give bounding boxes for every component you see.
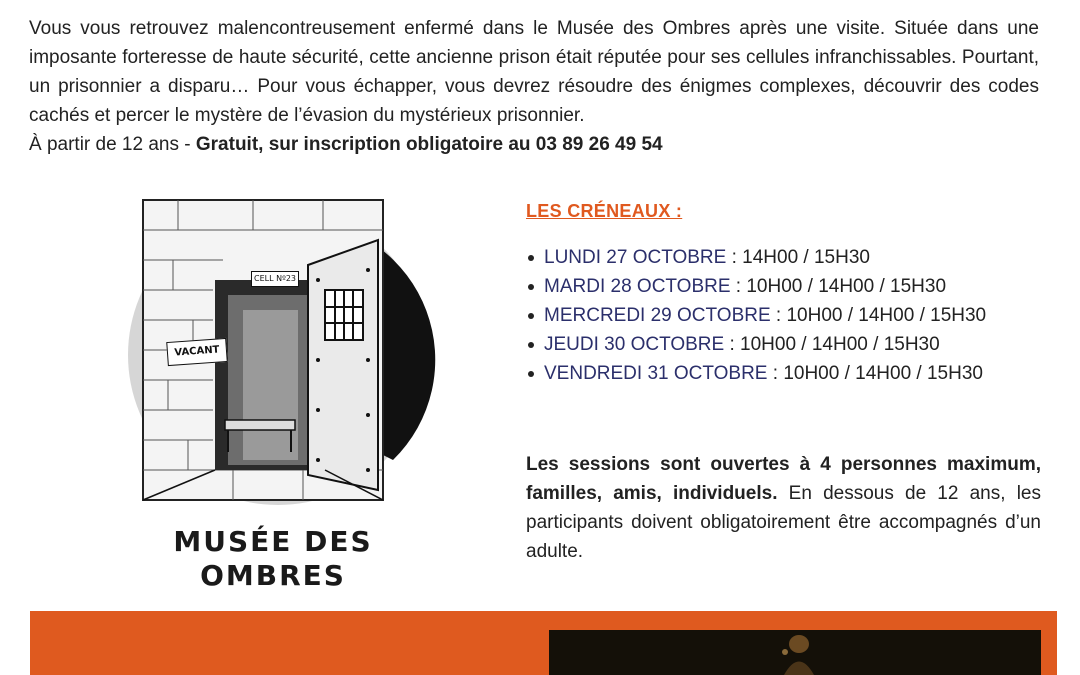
slot-day: MARDI 28 OCTOBRE xyxy=(544,276,731,297)
slot-day: MERCREDI 29 OCTOBRE xyxy=(544,305,771,326)
sessions-normal-text: En dessous de 12 ans, les participants doivent obligatoirement être accompagnés d’un adulte. xyxy=(526,483,1041,562)
event-photo xyxy=(549,630,1041,675)
intro-age-line xyxy=(29,130,1039,159)
slot-day: LUNDI 27 OCTOBRE xyxy=(544,247,732,268)
list-item xyxy=(526,243,986,272)
slot-times: : 10H00 / 14H00 / 15H30 xyxy=(724,334,940,355)
age-text: À partir de 12 ans - xyxy=(29,134,196,155)
photo-figure xyxy=(549,630,1041,675)
list-item xyxy=(526,359,986,388)
musee-des-ombres-logo xyxy=(103,190,443,600)
list-item xyxy=(526,301,986,330)
slot-times: : 14H00 / 15H30 xyxy=(731,247,870,268)
vacant-sign: VACANT xyxy=(166,338,228,366)
sessions-info xyxy=(526,450,1041,566)
intro-paragraph: Vous vous retrouvez malencontreusement enfermé dans le Musée des Ombres après une visite. Située dans une imposante forteresse de haute sécurité, cette ancienne prison était réputée pour ses cellules infranchissables. Pourtant, un prisonnier a disparu… Pour vous échapper, vous devrez résoudre des énigmes complexes, découvrir des codes cachés et percer le mystère de l’évasion du mystérieux prisonnier. xyxy=(29,18,1039,126)
intro-text xyxy=(29,14,1039,159)
slot-times: : 10H00 / 14H00 / 15H30 xyxy=(770,305,987,326)
logo-title-line2: OMBRES xyxy=(200,559,346,592)
list-item xyxy=(526,272,986,301)
slot-times: : 10H00 / 14H00 / 15H30 xyxy=(730,276,947,297)
list-item xyxy=(526,330,986,359)
sessions-bold-text: Les sessions sont ouvertes à 4 personnes maximum, familles, amis, individuels. xyxy=(526,454,1041,504)
slots-list xyxy=(526,243,986,388)
registration-text: Gratuit, sur inscription obligatoire au 03 89 26 49 54 xyxy=(195,134,663,155)
logo-title-line1: MUSÉE DES xyxy=(173,525,373,558)
slot-day: JEUDI 30 OCTOBRE xyxy=(544,334,725,355)
prison-cell-illustration xyxy=(103,190,443,520)
cell-number-sign: CELL Nº23 xyxy=(251,271,299,287)
slots-title: LES CRÉNEAUX : xyxy=(526,201,683,221)
slot-day: VENDREDI 31 OCTOBRE xyxy=(544,363,768,384)
slot-times: : 10H00 / 14H00 / 15H30 xyxy=(767,363,983,384)
